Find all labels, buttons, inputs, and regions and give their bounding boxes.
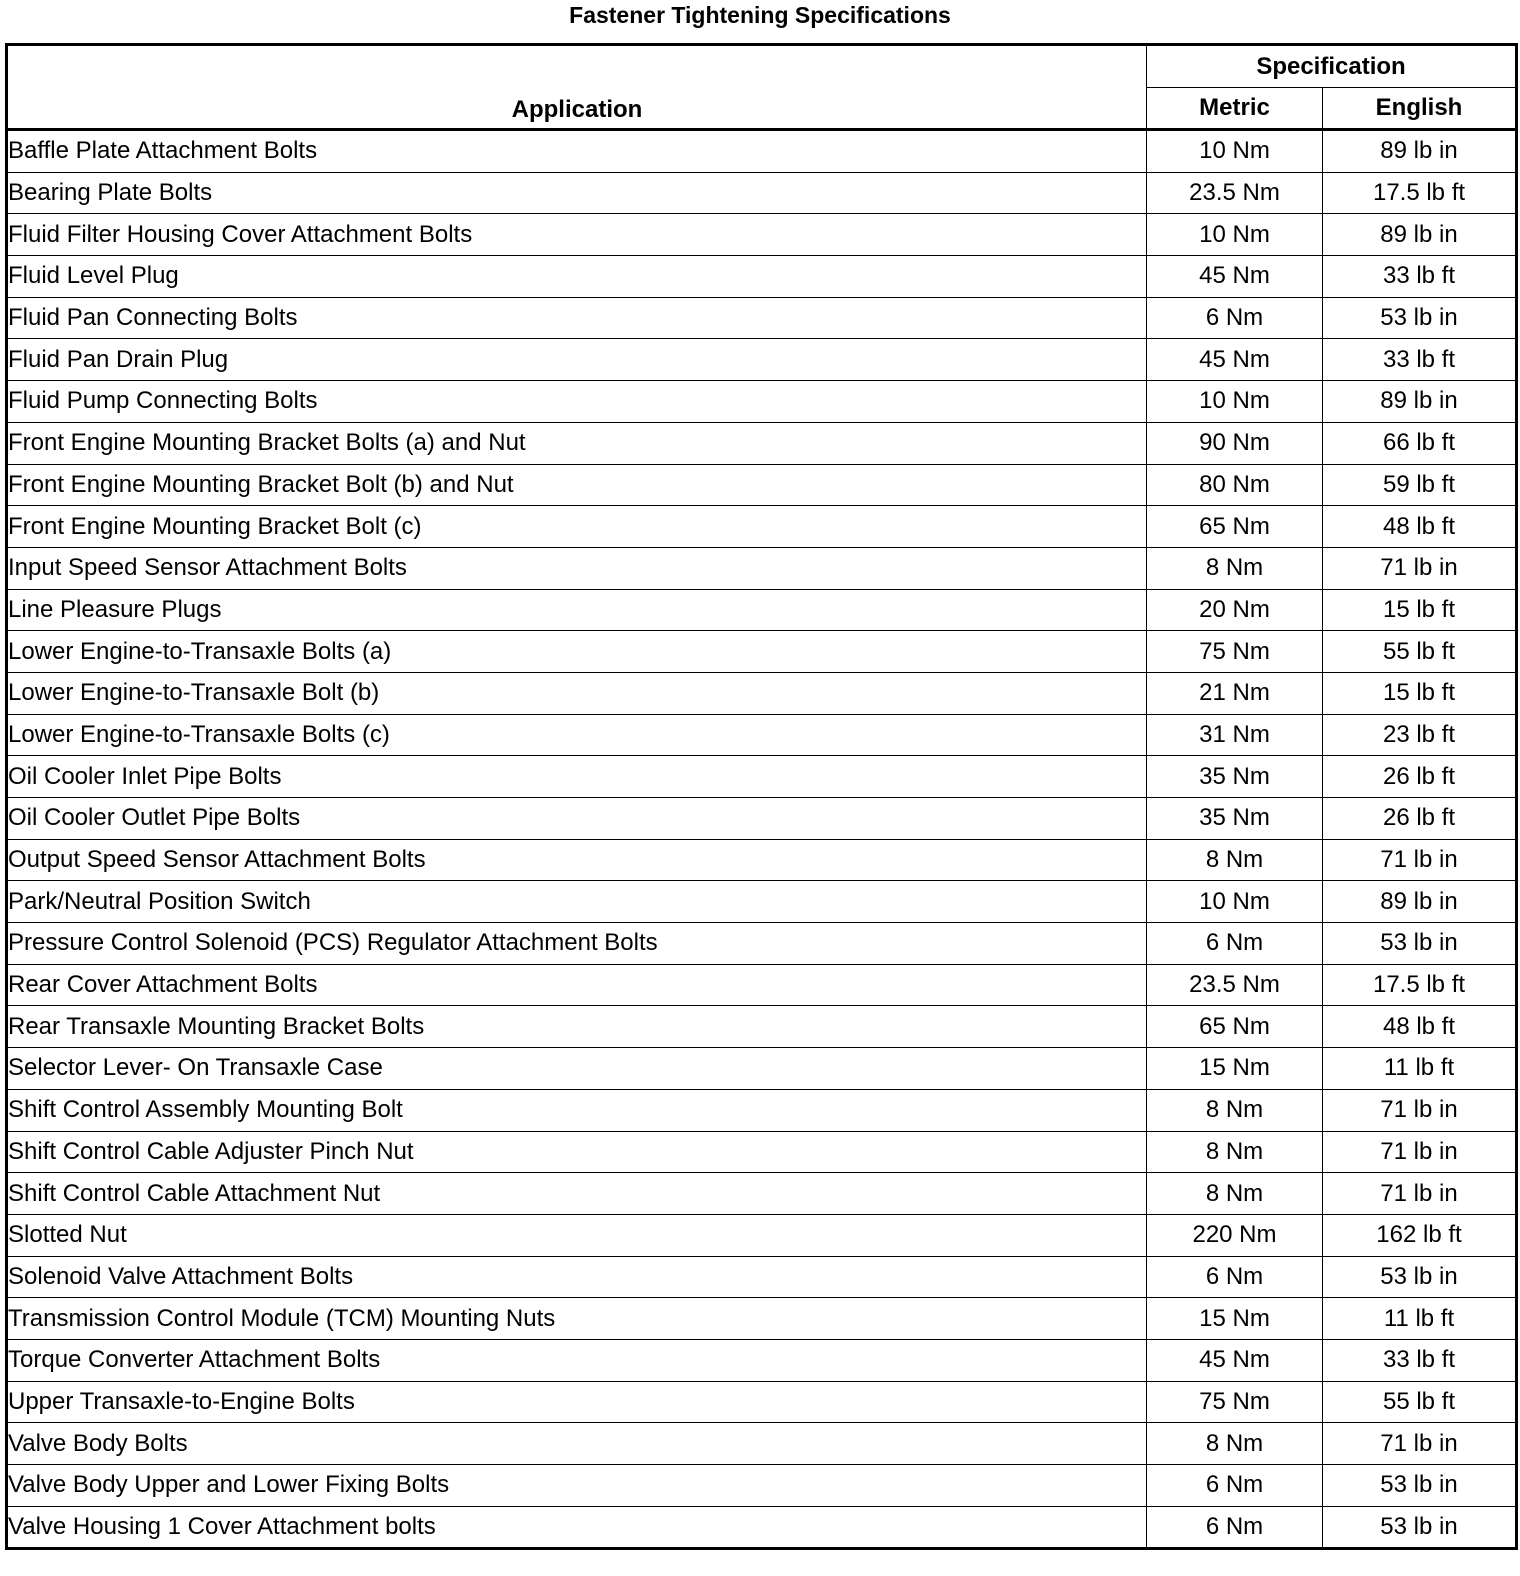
table-body bbox=[7, 130, 1517, 1549]
metric-value-cell: 6 Nm bbox=[1147, 1256, 1323, 1298]
table-row bbox=[7, 130, 1517, 173]
english-value-cell: 55 lb ft bbox=[1323, 1381, 1517, 1423]
metric-value-cell: 6 Nm bbox=[1147, 297, 1323, 339]
table-row bbox=[7, 506, 1517, 548]
header-english: English bbox=[1323, 88, 1517, 130]
english-value-cell: 15 lb ft bbox=[1323, 589, 1517, 631]
application-cell: Rear Transaxle Mounting Bracket Bolts bbox=[7, 1006, 1147, 1048]
header-application: Application bbox=[7, 45, 1147, 130]
english-value-cell: 53 lb in bbox=[1323, 297, 1517, 339]
header-row-top bbox=[7, 45, 1517, 88]
metric-value-cell: 45 Nm bbox=[1147, 339, 1323, 381]
table-row bbox=[7, 589, 1517, 631]
application-cell: Oil Cooler Inlet Pipe Bolts bbox=[7, 756, 1147, 798]
metric-value-cell: 10 Nm bbox=[1147, 214, 1323, 256]
table-row bbox=[7, 1381, 1517, 1423]
table-row bbox=[7, 1298, 1517, 1340]
metric-value-cell: 15 Nm bbox=[1147, 1048, 1323, 1090]
application-cell: Lower Engine-to-Transaxle Bolts (a) bbox=[7, 631, 1147, 673]
english-value-cell: 15 lb ft bbox=[1323, 672, 1517, 714]
metric-value-cell: 35 Nm bbox=[1147, 756, 1323, 798]
application-cell: Bearing Plate Bolts bbox=[7, 172, 1147, 214]
table-row bbox=[7, 339, 1517, 381]
application-cell: Shift Control Cable Adjuster Pinch Nut bbox=[7, 1131, 1147, 1173]
english-value-cell: 53 lb in bbox=[1323, 1465, 1517, 1507]
english-value-cell: 59 lb ft bbox=[1323, 464, 1517, 506]
page-title: Fastener Tightening Specifications bbox=[569, 2, 951, 28]
table-row bbox=[7, 1465, 1517, 1507]
metric-value-cell: 23.5 Nm bbox=[1147, 172, 1323, 214]
table-row bbox=[7, 839, 1517, 881]
application-cell: Transmission Control Module (TCM) Mounting Nuts bbox=[7, 1298, 1147, 1340]
english-value-cell: 66 lb ft bbox=[1323, 422, 1517, 464]
english-value-cell: 53 lb in bbox=[1323, 923, 1517, 965]
table-row bbox=[7, 923, 1517, 965]
english-value-cell: 71 lb in bbox=[1323, 839, 1517, 881]
table-row bbox=[7, 1089, 1517, 1131]
english-value-cell: 26 lb ft bbox=[1323, 798, 1517, 840]
metric-value-cell: 65 Nm bbox=[1147, 506, 1323, 548]
english-value-cell: 26 lb ft bbox=[1323, 756, 1517, 798]
table-row bbox=[7, 297, 1517, 339]
english-value-cell: 33 lb ft bbox=[1323, 256, 1517, 298]
table-row bbox=[7, 1173, 1517, 1215]
application-cell: Baffle Plate Attachment Bolts bbox=[7, 130, 1147, 173]
metric-value-cell: 15 Nm bbox=[1147, 1298, 1323, 1340]
english-value-cell: 33 lb ft bbox=[1323, 1339, 1517, 1381]
metric-value-cell: 80 Nm bbox=[1147, 464, 1323, 506]
english-value-cell: 33 lb ft bbox=[1323, 339, 1517, 381]
metric-value-cell: 6 Nm bbox=[1147, 923, 1323, 965]
application-cell: Oil Cooler Outlet Pipe Bolts bbox=[7, 798, 1147, 840]
table-row bbox=[7, 1006, 1517, 1048]
metric-value-cell: 8 Nm bbox=[1147, 1089, 1323, 1131]
english-value-cell: 89 lb in bbox=[1323, 381, 1517, 423]
english-value-cell: 71 lb in bbox=[1323, 1173, 1517, 1215]
english-value-cell: 17.5 lb ft bbox=[1323, 172, 1517, 214]
table-row bbox=[7, 464, 1517, 506]
english-value-cell: 11 lb ft bbox=[1323, 1048, 1517, 1090]
table-row bbox=[7, 631, 1517, 673]
metric-value-cell: 75 Nm bbox=[1147, 631, 1323, 673]
english-value-cell: 11 lb ft bbox=[1323, 1298, 1517, 1340]
metric-value-cell: 8 Nm bbox=[1147, 839, 1323, 881]
table-row bbox=[7, 256, 1517, 298]
english-value-cell: 23 lb ft bbox=[1323, 714, 1517, 756]
header-specification: Specification bbox=[1147, 45, 1517, 88]
table-row bbox=[7, 714, 1517, 756]
table-row bbox=[7, 381, 1517, 423]
application-cell: Line Pleasure Plugs bbox=[7, 589, 1147, 631]
metric-value-cell: 6 Nm bbox=[1147, 1506, 1323, 1549]
english-value-cell: 89 lb in bbox=[1323, 881, 1517, 923]
english-value-cell: 53 lb in bbox=[1323, 1506, 1517, 1549]
metric-value-cell: 8 Nm bbox=[1147, 1131, 1323, 1173]
metric-value-cell: 8 Nm bbox=[1147, 547, 1323, 589]
table-row bbox=[7, 672, 1517, 714]
metric-value-cell: 10 Nm bbox=[1147, 381, 1323, 423]
metric-value-cell: 220 Nm bbox=[1147, 1214, 1323, 1256]
english-value-cell: 48 lb ft bbox=[1323, 1006, 1517, 1048]
metric-value-cell: 90 Nm bbox=[1147, 422, 1323, 464]
application-cell: Front Engine Mounting Bracket Bolts (a) and Nut bbox=[7, 422, 1147, 464]
application-cell: Front Engine Mounting Bracket Bolt (c) bbox=[7, 506, 1147, 548]
metric-value-cell: 23.5 Nm bbox=[1147, 964, 1323, 1006]
english-value-cell: 71 lb in bbox=[1323, 1131, 1517, 1173]
table-row bbox=[7, 1506, 1517, 1549]
application-cell: Output Speed Sensor Attachment Bolts bbox=[7, 839, 1147, 881]
table-row bbox=[7, 1131, 1517, 1173]
application-cell: Fluid Filter Housing Cover Attachment Bolts bbox=[7, 214, 1147, 256]
table-row bbox=[7, 1214, 1517, 1256]
application-cell: Rear Cover Attachment Bolts bbox=[7, 964, 1147, 1006]
application-cell: Input Speed Sensor Attachment Bolts bbox=[7, 547, 1147, 589]
header-metric: Metric bbox=[1147, 88, 1323, 130]
metric-value-cell: 31 Nm bbox=[1147, 714, 1323, 756]
metric-value-cell: 8 Nm bbox=[1147, 1423, 1323, 1465]
application-cell: Shift Control Assembly Mounting Bolt bbox=[7, 1089, 1147, 1131]
metric-value-cell: 65 Nm bbox=[1147, 1006, 1323, 1048]
table-row bbox=[7, 547, 1517, 589]
application-cell: Valve Housing 1 Cover Attachment bolts bbox=[7, 1506, 1147, 1549]
metric-value-cell: 21 Nm bbox=[1147, 672, 1323, 714]
table-row bbox=[7, 881, 1517, 923]
application-cell: Valve Body Bolts bbox=[7, 1423, 1147, 1465]
table-row bbox=[7, 1256, 1517, 1298]
english-value-cell: 53 lb in bbox=[1323, 1256, 1517, 1298]
application-cell: Lower Engine-to-Transaxle Bolts (c) bbox=[7, 714, 1147, 756]
metric-value-cell: 10 Nm bbox=[1147, 130, 1323, 173]
application-cell: Pressure Control Solenoid (PCS) Regulator Attachment Bolts bbox=[7, 923, 1147, 965]
application-cell: Selector Lever- On Transaxle Case bbox=[7, 1048, 1147, 1090]
application-cell: Upper Transaxle-to-Engine Bolts bbox=[7, 1381, 1147, 1423]
application-cell: Lower Engine-to-Transaxle Bolt (b) bbox=[7, 672, 1147, 714]
metric-value-cell: 10 Nm bbox=[1147, 881, 1323, 923]
english-value-cell: 71 lb in bbox=[1323, 547, 1517, 589]
application-cell: Valve Body Upper and Lower Fixing Bolts bbox=[7, 1465, 1147, 1507]
english-value-cell: 162 lb ft bbox=[1323, 1214, 1517, 1256]
english-value-cell: 89 lb in bbox=[1323, 130, 1517, 173]
application-cell: Fluid Pump Connecting Bolts bbox=[7, 381, 1147, 423]
metric-value-cell: 8 Nm bbox=[1147, 1173, 1323, 1215]
english-value-cell: 17.5 lb ft bbox=[1323, 964, 1517, 1006]
fastener-spec-table bbox=[5, 43, 1518, 1550]
application-cell: Fluid Pan Drain Plug bbox=[7, 339, 1147, 381]
english-value-cell: 71 lb in bbox=[1323, 1423, 1517, 1465]
metric-value-cell: 45 Nm bbox=[1147, 256, 1323, 298]
english-value-cell: 71 lb in bbox=[1323, 1089, 1517, 1131]
application-cell: Solenoid Valve Attachment Bolts bbox=[7, 1256, 1147, 1298]
application-cell: Shift Control Cable Attachment Nut bbox=[7, 1173, 1147, 1215]
table-row bbox=[7, 422, 1517, 464]
application-cell: Torque Converter Attachment Bolts bbox=[7, 1339, 1147, 1381]
table-row bbox=[7, 798, 1517, 840]
english-value-cell: 55 lb ft bbox=[1323, 631, 1517, 673]
table-row bbox=[7, 756, 1517, 798]
metric-value-cell: 45 Nm bbox=[1147, 1339, 1323, 1381]
table-row bbox=[7, 1339, 1517, 1381]
table-header bbox=[7, 45, 1517, 130]
table-row bbox=[7, 1048, 1517, 1090]
english-value-cell: 48 lb ft bbox=[1323, 506, 1517, 548]
table-row bbox=[7, 964, 1517, 1006]
application-cell: Front Engine Mounting Bracket Bolt (b) and Nut bbox=[7, 464, 1147, 506]
metric-value-cell: 75 Nm bbox=[1147, 1381, 1323, 1423]
metric-value-cell: 20 Nm bbox=[1147, 589, 1323, 631]
table-row bbox=[7, 172, 1517, 214]
metric-value-cell: 6 Nm bbox=[1147, 1465, 1323, 1507]
application-cell: Fluid Level Plug bbox=[7, 256, 1147, 298]
application-cell: Fluid Pan Connecting Bolts bbox=[7, 297, 1147, 339]
application-cell: Park/Neutral Position Switch bbox=[7, 881, 1147, 923]
metric-value-cell: 35 Nm bbox=[1147, 798, 1323, 840]
table-row bbox=[7, 1423, 1517, 1465]
english-value-cell: 89 lb in bbox=[1323, 214, 1517, 256]
table-row bbox=[7, 214, 1517, 256]
application-cell: Slotted Nut bbox=[7, 1214, 1147, 1256]
